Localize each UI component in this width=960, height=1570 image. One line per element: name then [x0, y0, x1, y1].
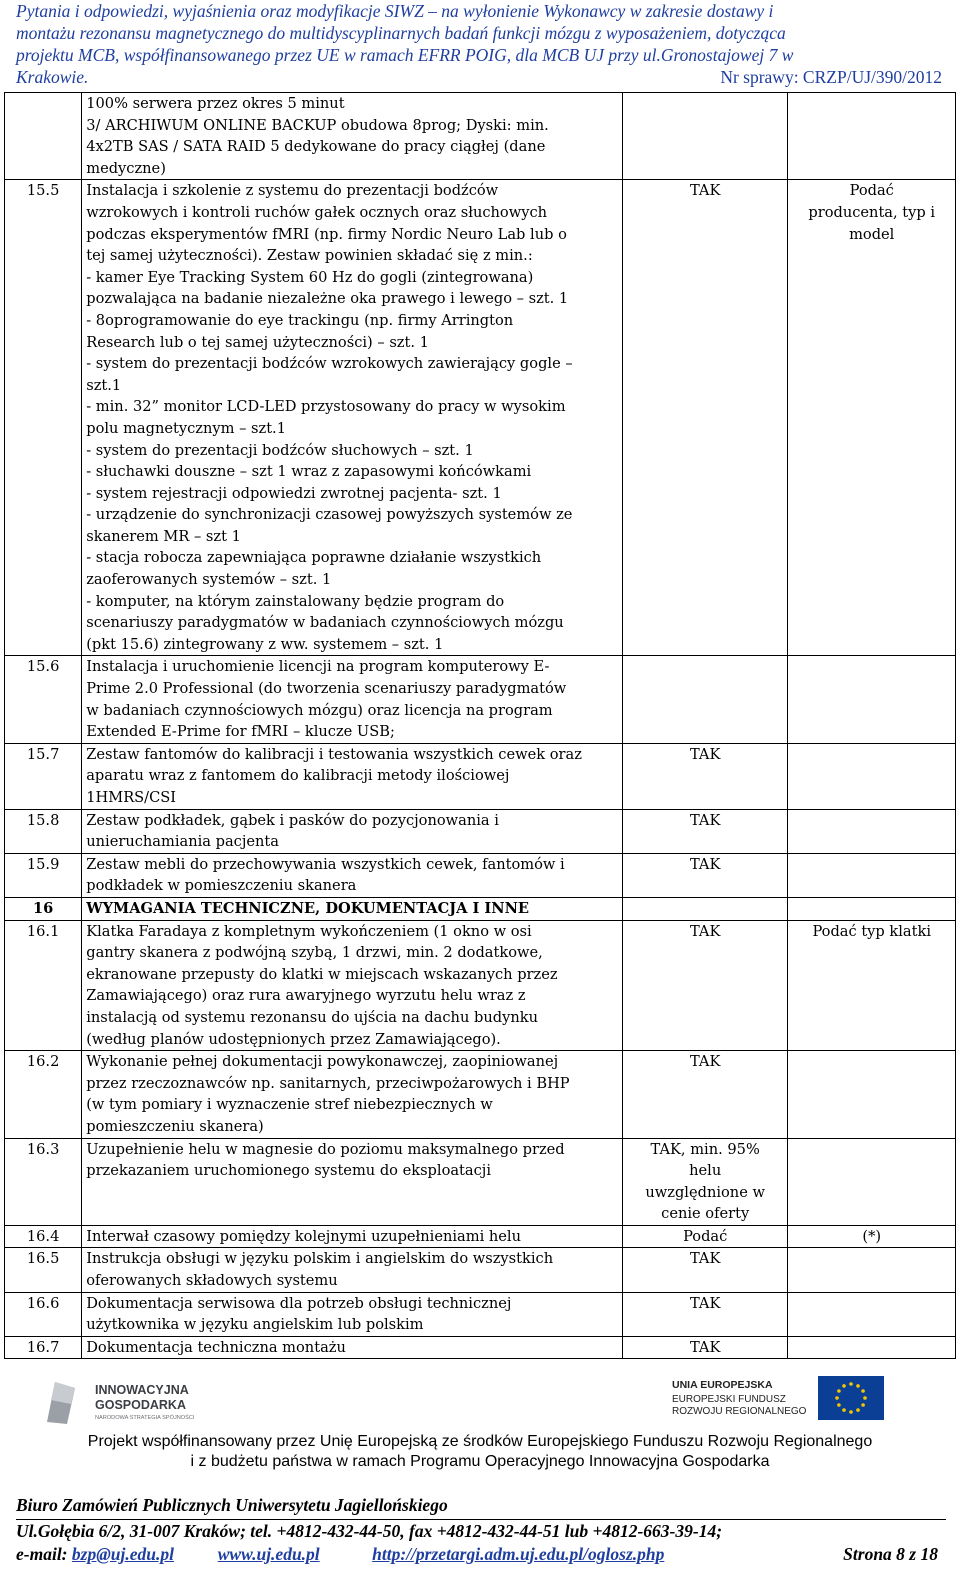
row-description-line: przez rzeczoznawców np. sanitarnych, przeciwpożarowych i BHP: [86, 1074, 570, 1092]
row-description-line: Zestaw mebli do przechowywania wszystkich cewek, fantomów i: [86, 855, 565, 873]
document-header: [16, 0, 946, 88]
row-note: [788, 1051, 956, 1138]
row-description-line: instalacją od systemu rezonansu do ujścia na dachu budynku: [86, 1008, 538, 1026]
row-description-line: pomieszczeniu skanera): [86, 1117, 264, 1135]
footer-contact-row: [16, 1543, 946, 1566]
row-requirement: [622, 809, 788, 853]
row-note-line: (*): [862, 1227, 882, 1245]
row-requirement-line: TAK: [690, 1294, 721, 1312]
row-description-line: wzrokowych i kontroli ruchów gałek ocznych oraz słuchowych: [86, 203, 548, 221]
row-requirement-line: TAK: [690, 811, 721, 829]
eu-star-icon: [837, 1403, 841, 1407]
table-row: [5, 1225, 956, 1248]
row-description-line: Instrukcja obsługi w języku polskim i angielskim do wszystkich: [86, 1250, 554, 1268]
row-description-line: Prime 2.0 Professional (do tworzenia scenariuszy paradygmatów: [86, 680, 567, 698]
row-requirement-line: TAK: [690, 1053, 721, 1071]
row-number: 16.7: [5, 1336, 82, 1359]
row-requirement-line: TAK: [690, 1338, 721, 1356]
eu-star-icon: [837, 1389, 841, 1393]
logo-ue-line2: EUROPEJSKI FUNDUSZ: [672, 1394, 786, 1405]
row-description-line: 1HMRS/CSI: [86, 789, 177, 806]
row-number: 15.9: [5, 853, 82, 897]
row-description-line: - min. 32” monitor LCD-LED przystosowany do pracy w wysokim: [86, 398, 566, 416]
footer-address: Ul.Gołębia 6/2, 31-007 Kraków; tel. +4812-432-44-50, fax +4812-432-44-51 lub +4812-663-39-14;: [16, 1521, 723, 1541]
row-description-line: w badaniach czynnościowych mózgu) oraz licencja na program: [86, 701, 553, 719]
row-number: 16.3: [5, 1138, 82, 1225]
table-row: [5, 1292, 956, 1336]
row-description: [82, 897, 623, 920]
row-note-line: Podać: [849, 182, 894, 200]
footer-email-label: e-mail:: [16, 1544, 68, 1564]
row-description-line: - komputer, na którym zainstalowany będzie program do: [86, 592, 505, 610]
unia-europejska-logo: [672, 1374, 922, 1426]
row-description-line: zaoferowanych systemów – szt. 1: [86, 571, 332, 589]
row-description-line: Zestaw fantomów do kalibracji i testowania wszystkich cewek oraz: [86, 745, 582, 763]
table-row: [5, 1138, 956, 1225]
row-description: [82, 1051, 623, 1138]
funding-line-1: Projekt współfinansowany przez Unię Europejską ze środków Europejskiego Funduszu Rozwoju Regionalnego: [87, 1433, 873, 1450]
row-note-line: producenta, typ i: [808, 203, 936, 221]
row-note: [788, 1248, 956, 1292]
row-description-line: Klatka Faradaya z kompletnym wykończeniem (1 okno w osi: [86, 922, 532, 940]
table-row: [5, 853, 956, 897]
row-description-line: Uzupełnienie helu w magnesie do poziomu maksymalnego przed: [86, 1140, 565, 1158]
header-line-2: montażu rezonansu magnetycznego do multidyscyplinarnych badań funkcji mózgu z wyposażeniem, dotycząca: [16, 23, 786, 43]
row-description: [82, 1138, 623, 1225]
row-description-line: tej samej użyteczności). Zestaw powinien składać się z min.:: [86, 247, 533, 265]
row-description-line: (w tym pomiary i wyznaczenie stref niebezpiecznych w: [86, 1096, 493, 1114]
row-note: [788, 1138, 956, 1225]
row-description-line: pozwalająca na badanie niezależne oka prawego i lewego – szt. 1: [86, 290, 569, 308]
row-description-line: (według planów udostępnionych przez Zamawiającego).: [86, 1030, 501, 1048]
row-requirement: [622, 1336, 788, 1359]
row-number: 16: [5, 897, 82, 920]
row-requirement: [622, 93, 788, 180]
row-description-line: aparatu wraz z fantomem do kalibracji metody ilościowej: [86, 767, 510, 785]
row-requirement-line: TAK: [690, 1250, 721, 1268]
table-row: [5, 656, 956, 743]
logo-ig-line2: GOSPODARKA: [95, 1398, 186, 1412]
row-requirement: [622, 1292, 788, 1336]
row-requirement: [622, 743, 788, 809]
row-description-line: Wykonanie pełnej dokumentacji powykonawczej, zaopiniowanej: [86, 1053, 559, 1071]
row-number: 15.7: [5, 743, 82, 809]
table-row: [5, 1248, 956, 1292]
table-row: [5, 1051, 956, 1138]
row-requirement-line: cenie oferty: [661, 1205, 750, 1223]
document-footer: [16, 1494, 946, 1566]
row-requirement: [622, 1051, 788, 1138]
row-description-line: - kamer Eye Tracking System 60 Hz do gogli (zintegrowana): [86, 268, 534, 286]
row-note: [788, 656, 956, 743]
row-description: [82, 809, 623, 853]
row-requirement-line: uwzględnione w: [645, 1183, 765, 1201]
eu-star-icon: [863, 1396, 867, 1400]
row-requirement: [622, 897, 788, 920]
row-number: 16.2: [5, 1051, 82, 1138]
table-row: [5, 743, 956, 809]
row-description-line: polu magnetycznym – szt.1: [86, 419, 286, 437]
row-description-line: - system do prezentacji bodźców słuchowych – szt. 1: [86, 441, 474, 459]
row-description-line: Zestaw podkładek, gąbek i pasków do pozycjonowania i: [86, 811, 499, 829]
row-description-line: Research lub o tej samej użyteczności) – szt. 1: [86, 333, 429, 351]
row-note: [788, 743, 956, 809]
specification-table-body: [5, 93, 956, 1359]
innowacyjna-gospodarka-logo: [45, 1378, 245, 1426]
row-description-line: Zamawiającego) oraz rura awaryjnego wyrzutu helu wraz z: [86, 987, 526, 1005]
row-requirement-line: TAK: [690, 745, 721, 763]
row-description-line: Instalacja i szkolenie z systemu do prezentacji bodźców: [86, 182, 499, 200]
row-note: [788, 93, 956, 180]
row-description-line: ekranowane przepusty do klatki w miejscach wskazanych przez: [86, 965, 558, 983]
row-description: [82, 93, 623, 180]
row-requirement: [622, 656, 788, 743]
table-row: [5, 809, 956, 853]
row-description: [82, 853, 623, 897]
row-description-line: Interwał czasowy pomiędzy kolejnymi uzupełnieniami helu: [86, 1227, 521, 1245]
row-requirement-line: TAK: [690, 182, 721, 200]
row-requirement: [622, 180, 788, 656]
row-note: [788, 853, 956, 897]
section-row: [5, 897, 956, 920]
row-description-line: WYMAGANIA TECHNICZNE, DOKUMENTACJA I INNE: [86, 899, 530, 917]
row-description-line: Dokumentacja serwisowa dla potrzeb obsługi technicznej: [86, 1294, 512, 1312]
eu-star-icon: [842, 1384, 846, 1388]
row-requirement: [622, 853, 788, 897]
row-requirement-line: Podać: [683, 1227, 728, 1245]
row-description-line: Instalacja i uruchomienie licencji na program komputerowy E-: [86, 658, 550, 676]
logo-ue-line1: UNIA EUROPEJSKA: [672, 1379, 773, 1391]
row-description: [82, 1225, 623, 1248]
row-description-line: Extended E-Prime for fMRI – klucze USB;: [86, 723, 395, 741]
row-description-line: gantry skanera z podwójną szybą, 1 drzwi, min. 2 dodatkowe,: [86, 944, 543, 962]
row-note: [788, 1225, 956, 1248]
footer-office: Biuro Zamówień Publicznych Uniwersytetu Jagiellońskiego: [16, 1495, 448, 1515]
funding-note: [0, 1432, 960, 1472]
table-row: [5, 180, 956, 656]
row-number: 15.5: [5, 180, 82, 656]
row-requirement: [622, 920, 788, 1051]
row-note: [788, 180, 956, 656]
row-description-line: unieruchamiania pacjenta: [86, 833, 279, 851]
eu-star-icon: [856, 1384, 860, 1388]
row-number: 15.6: [5, 656, 82, 743]
row-number: 15.8: [5, 809, 82, 853]
row-description-line: skanerem MR – szt 1: [86, 527, 241, 545]
row-number: 16.5: [5, 1248, 82, 1292]
row-description-line: - urządzenie do synchronizacji czasowej powyższych systemów ze: [86, 506, 573, 524]
row-note: [788, 809, 956, 853]
row-number: 16.6: [5, 1292, 82, 1336]
row-description-line: medyczne): [86, 159, 166, 177]
logo-ig-line1: INNOWACYJNA: [95, 1383, 189, 1397]
eu-star-icon: [861, 1389, 865, 1393]
row-requirement-line: TAK: [690, 855, 721, 873]
row-requirement-line: helu: [689, 1162, 722, 1180]
eu-star-icon: [849, 1382, 853, 1386]
row-description-line: scenariuszy paradygmatów w badaniach czynnościowych mózgu: [86, 614, 564, 632]
table-row: [5, 1336, 956, 1359]
row-description-line: 4x2TB SAS / SATA RAID 5 dedykowane do pracy ciągłej (dane: [86, 138, 546, 156]
row-note: [788, 897, 956, 920]
header-line-3: projektu MCB, współfinansowanego przez UE w ramach EFRR POIG, dla MCB UJ przy ul.Gronostajowej 7 w: [16, 45, 794, 65]
logo-ig-line3: NARODOWA STRATEGIA SPÓJNOŚCI: [95, 1415, 195, 1421]
row-description: [82, 743, 623, 809]
row-description-line: - system rejestracji odpowiedzi zwrotnej pacjenta- szt. 1: [86, 484, 502, 502]
row-description: [82, 1248, 623, 1292]
row-requirement: [622, 1138, 788, 1225]
row-description-line: podczas eksperymentów fMRI (np. firmy Nordic Neuro Lab lub o: [86, 225, 567, 243]
specification-table: [4, 92, 956, 1359]
row-requirement: [622, 1248, 788, 1292]
row-note: [788, 1336, 956, 1359]
table-row: [5, 93, 956, 180]
logo-bar: [0, 1372, 960, 1432]
table-row: [5, 920, 956, 1051]
row-number: 16.1: [5, 920, 82, 1051]
row-description: [82, 920, 623, 1051]
row-note-line: Podać typ klatki: [812, 922, 931, 940]
row-note-line: model: [849, 225, 895, 243]
row-note: [788, 1292, 956, 1336]
row-description-line: 100% serwera przez okres 5 minut: [86, 95, 345, 112]
row-description: [82, 656, 623, 743]
eu-star-icon: [856, 1408, 860, 1412]
row-description-line: podkładek w pomieszczeniu skanera: [86, 877, 357, 895]
row-note: [788, 920, 956, 1051]
eu-star-icon: [849, 1410, 853, 1414]
row-requirement-line: TAK, min. 95%: [650, 1140, 760, 1158]
page-number: Strona 8 z 18: [843, 1544, 938, 1564]
eu-star-icon: [842, 1408, 846, 1412]
row-description-line: użytkownika w języku angielskim lub polskim: [86, 1316, 424, 1334]
row-description-line: - stacja robocza zapewniająca poprawne działanie wszystkich: [86, 549, 542, 567]
row-description-line: - system do prezentacji bodźców wzrokowych zawierający gogle –: [86, 355, 573, 373]
row-description: [82, 1336, 623, 1359]
case-number: Nr sprawy: CRZP/UJ/390/2012: [720, 67, 942, 87]
row-description-line: - 8oprogramowanie do eye trackingu (np. firmy Arrington: [86, 311, 514, 329]
row-requirement-line: TAK: [690, 922, 721, 940]
header-line-1: Pytania i odpowiedzi, wyjaśnienia oraz modyfikacje SIWZ – na wyłonienie Wykonawcy w zakresie dostawy i: [16, 1, 774, 21]
row-description-line: 3/ ARCHIWUM ONLINE BACKUP obudowa 8prog; Dyski: min.: [86, 116, 549, 134]
header-line-4: Krakowie.: [16, 67, 89, 87]
row-number: [5, 93, 82, 180]
logo-ue-line3: ROZWOJU REGIONALNEGO: [672, 1406, 807, 1417]
footer-website-link[interactable]: www.uj.edu.pl: [217, 1544, 320, 1564]
footer-tender-link[interactable]: http://przetargi.adm.uj.edu.pl/oglosz.php: [372, 1544, 665, 1564]
row-description-line: - słuchawki douszne – szt 1 wraz z zapasowymi końcówkami: [86, 463, 532, 481]
row-description-line: przekazaniem uruchomionego systemu do eksploatacji: [86, 1162, 491, 1180]
row-requirement: [622, 1225, 788, 1248]
row-description-line: szt.1: [86, 376, 122, 394]
row-number: 16.4: [5, 1225, 82, 1248]
footer-email-link[interactable]: bzp@uj.edu.pl: [71, 1544, 174, 1564]
row-description-line: oferowanych składowych systemu: [86, 1272, 338, 1290]
eu-star-icon: [835, 1396, 839, 1400]
funding-line-2: i z budżetu państwa w ramach Programu Operacyjnego Innowacyjna Gospodarka: [190, 1453, 770, 1470]
row-description-line: (pkt 15.6) zintegrowany z ww. systemem – szt. 1: [86, 635, 444, 653]
row-description: [82, 1292, 623, 1336]
row-description: [82, 180, 623, 656]
eu-star-icon: [861, 1403, 865, 1407]
row-description-line: Dokumentacja techniczna montażu: [86, 1338, 346, 1356]
